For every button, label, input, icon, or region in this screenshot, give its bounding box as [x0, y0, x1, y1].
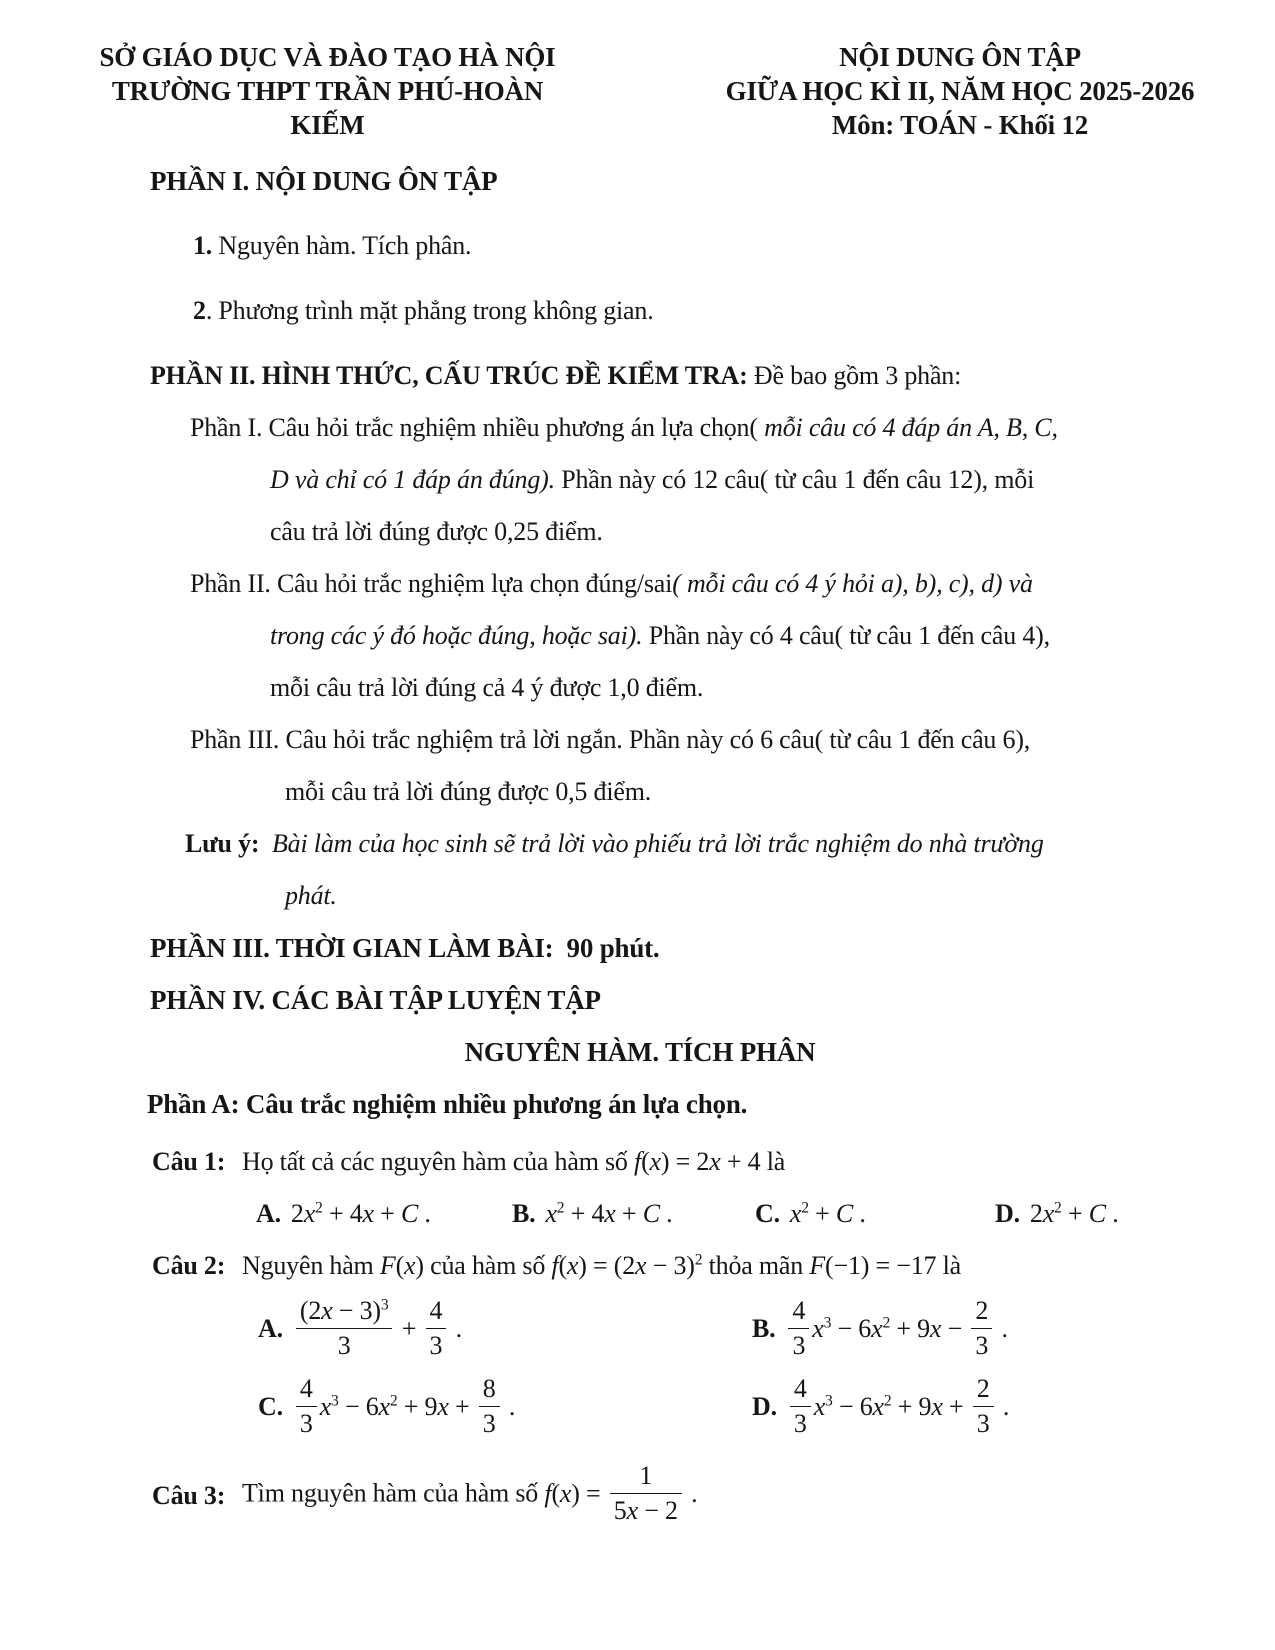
school-block — [75, 40, 580, 142]
option-a — [258, 1298, 752, 1363]
note-line: Lưu ý: Bài làm của học sinh sẽ trả lời vào phiếu trả lời trắc nghiệm do nhà trường — [185, 829, 1044, 858]
option-d-label: D. — [752, 1391, 777, 1421]
part1-heading: PHẦN I. NỘI DUNG ÔN TẬP — [150, 166, 498, 196]
options-row-ab — [258, 1292, 1205, 1370]
option-a-label: A. — [256, 1199, 281, 1228]
topic-title: NGUYÊN HÀM. TÍCH PHÂN — [464, 1037, 816, 1067]
question-3 — [152, 1461, 1205, 1531]
option-c-label: C. — [755, 1199, 780, 1228]
option-d-formula: $2x^2 + C$ . — [1029, 1199, 1119, 1228]
option-d — [995, 1188, 1205, 1240]
term-title: GIỮA HỌC KÌ II, NĂM HỌC 2025-2026 — [725, 76, 1195, 106]
school-name: TRƯỜNG THPT TRẦN PHÚ-HOÀN KIẾM — [111, 76, 544, 140]
question-2-label: Câu 2: — [152, 1251, 226, 1280]
option-c-label: C. — [258, 1391, 283, 1421]
note-line: phát. — [285, 881, 337, 910]
part2-heading: PHẦN II. HÌNH THỨC, CẤU TRÚC ĐỀ KIỂM TRA: Đề bao gồm 3 phần: — [150, 361, 962, 390]
option-c — [755, 1188, 995, 1240]
question-1-label: Câu 1: — [152, 1147, 226, 1176]
option-b-label: B. — [752, 1313, 776, 1343]
option-c-formula: $\frac{4}{3}$ $x^3 - 6x^2 + 9x$ + $\frac{8}{3}$ . — [293, 1392, 515, 1421]
question-3-label: Câu 3: — [152, 1481, 226, 1510]
option-d-label: D. — [995, 1199, 1020, 1228]
option-c — [258, 1376, 752, 1441]
option-a — [256, 1188, 512, 1240]
department-name: SỞ GIÁO DỤC VÀ ĐÀO TẠO HÀ NỘI — [99, 42, 556, 72]
option-a-label: A. — [258, 1313, 283, 1343]
question-1-stem: Họ tất cả các nguyên hàm của hàm số f(x) = 2x + 4 là — [242, 1147, 786, 1176]
review-title: NỘI DUNG ÔN TẬP — [839, 42, 1081, 72]
paragraph-line: Phần I. Câu hỏi trắc nghiệm nhiều phương án lựa chọn( mỗi câu có 4 đáp án A, B, C, — [190, 413, 1058, 442]
question-3-stem: Tìm nguyên hàm của hàm số f(x) = $\frac{1}{5x - 2}$ . — [242, 1461, 698, 1525]
paragraph-line: mỗi câu trả lời đúng cả 4 ý được 1,0 điểm. — [270, 673, 704, 702]
part1-item-2: 2. Phương trình mặt phẳng trong không gian. — [193, 296, 654, 325]
paragraph-line: Phần III. Câu hỏi trắc nghiệm trả lời ngắn. Phần này có 6 câu( từ câu 1 đến câu 6), — [190, 725, 1031, 754]
paragraph-line: Phần II. Câu hỏi trắc nghiệm lựa chọn đúng/sai( mỗi câu có 4 ý hỏi a), b), c), d) và — [190, 569, 1033, 598]
paragraph-line: mỗi câu trả lời đúng được 0,5 điểm. — [285, 777, 652, 806]
paragraph-line: trong các ý đó hoặc đúng, hoặc sai). Phần này có 4 câu( từ câu 1 đến câu 4), — [270, 621, 1050, 650]
options-row-cd — [258, 1370, 1205, 1448]
option-c-formula: $x^2 + C$ . — [789, 1199, 866, 1228]
part4-heading: PHẦN IV. CÁC BÀI TẬP LUYỆN TẬP — [150, 985, 601, 1015]
option-d-formula: $\frac{4}{3}$ $x^3 - 6x^2 + 9x$ + $\frac{2}{3}$ . — [787, 1392, 1009, 1421]
question-2 — [152, 1240, 1205, 1292]
option-a-formula: $\frac{(2x - 3)^3}{3}$ + $\frac{4}{3}$ . — [293, 1314, 462, 1343]
question-1 — [152, 1136, 1205, 1188]
paragraph-line: D và chỉ có 1 đáp án đúng). Phần này có 12 câu( từ câu 1 đến câu 12), mỗi — [270, 465, 1035, 494]
part3-heading: PHẦN III. THỜI GIAN LÀM BÀI: 90 phút. — [150, 933, 660, 963]
section-a-heading: Phần A: Câu trắc nghiệm nhiều phương án lựa chọn. — [147, 1089, 748, 1119]
option-b — [512, 1188, 755, 1240]
option-b-formula: $\frac{4}{3}$ $x^3 - 6x^2 + 9x$ − $\frac{2}{3}$ . — [785, 1314, 1007, 1343]
question-2-stem: Nguyên hàm F(x) của hàm số $f(x) = (2x - 3)^2$ thỏa mãn F(−1) = −17 là — [242, 1251, 962, 1280]
option-d — [752, 1376, 1009, 1441]
subject-title: Môn: TOÁN - Khối 12 — [831, 110, 1089, 140]
question-1-options — [256, 1188, 1205, 1240]
option-b-formula: $x^2 + 4x + C$ . — [545, 1199, 673, 1228]
part1-item-1: 1. Nguyên hàm. Tích phân. — [193, 231, 472, 260]
question-2-options — [258, 1292, 1205, 1448]
option-b-label: B. — [512, 1199, 536, 1228]
document-header — [75, 40, 1205, 142]
option-a-formula: $2x^2 + 4x + C$ . — [290, 1199, 431, 1228]
option-b — [752, 1298, 1008, 1363]
exam-title-block — [715, 40, 1205, 142]
paragraph-line: câu trả lời đúng được 0,25 điểm. — [270, 517, 603, 546]
